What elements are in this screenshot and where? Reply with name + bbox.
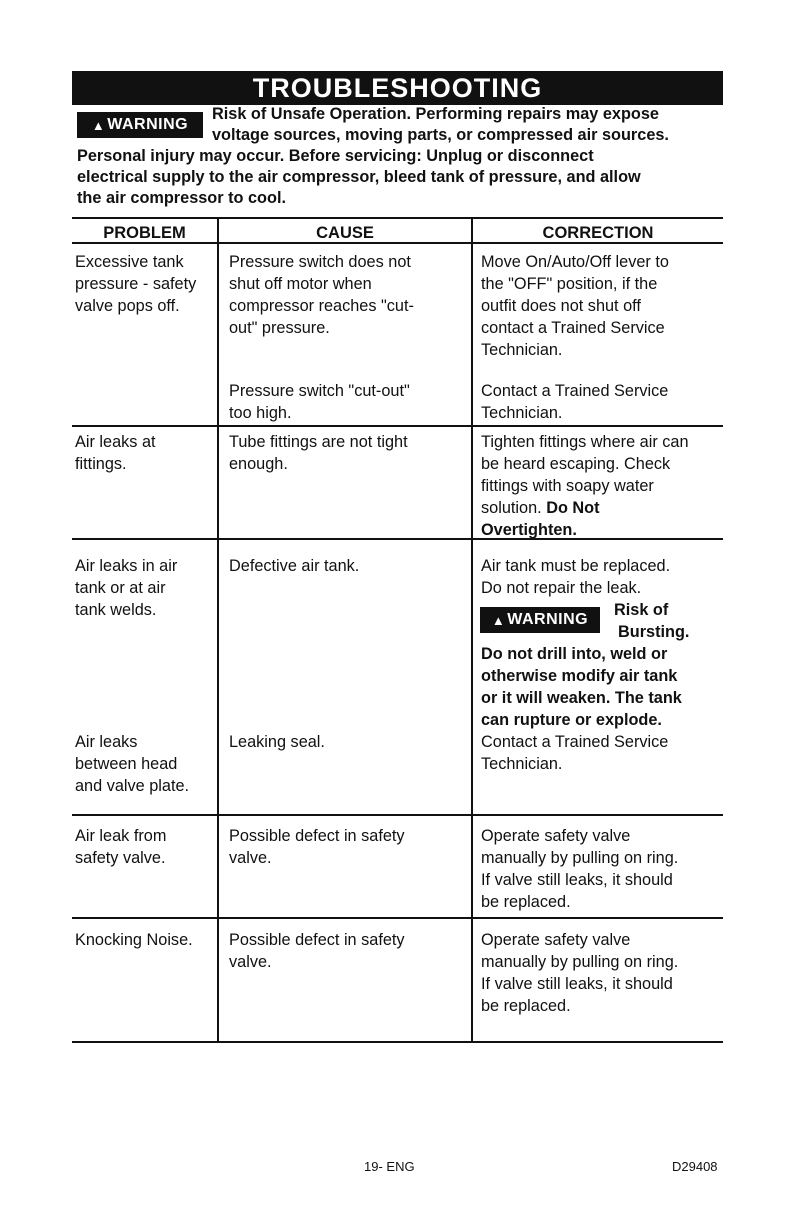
warning-text-line: Personal injury may occur. Before servicing: Unplug or disconnect: [77, 147, 594, 165]
warning-text-line: electrical supply to the air compressor, bleed tank of pressure, and allow: [77, 168, 641, 186]
header-correction: CORRECTION: [542, 224, 654, 242]
warning-badge: [77, 112, 203, 138]
problem-cell: Air leak from safety valve.: [75, 827, 167, 867]
page-number: 19- ENG: [364, 1159, 415, 1174]
header-cause: CAUSE: [316, 224, 374, 242]
cause-cell: Pressure switch "cut-out" too high.: [229, 382, 410, 422]
problem-cell: Air leaks in air tank or at air tank welds.: [75, 557, 178, 619]
cause-cell: Leaking seal.: [229, 733, 325, 751]
correction-cell: Contact a Trained Service Technician.: [481, 733, 669, 773]
correction-cell: Tighten fittings where air can be heard escaping. Check fittings with soapy water solution. Do Not Overtighten.: [481, 433, 689, 539]
column-divider: [217, 217, 219, 1043]
cause-cell: Possible defect in safety valve.: [229, 827, 405, 867]
cause-cell: Defective air tank.: [229, 557, 360, 575]
warning-text-line: Risk of Unsafe Operation. Performing repairs may expose: [212, 105, 659, 123]
correction-cell: Contact a Trained Service Technician.: [481, 382, 669, 422]
problem-cell: Air leaks between head and valve plate.: [75, 733, 190, 795]
row-divider: [72, 425, 723, 427]
correction-cell: Operate safety valve manually by pulling on ring. If valve still leaks, it should be replaced.: [481, 931, 679, 1015]
correction-cell: Operate safety valve manually by pulling on ring. If valve still leaks, it should be replaced.: [481, 827, 679, 911]
cause-cell: Possible defect in safety valve.: [229, 931, 405, 971]
row-divider: [72, 814, 723, 816]
warning-text-line: the air compressor to cool.: [77, 189, 286, 207]
document-code: D29408: [672, 1159, 718, 1174]
problem-cell: Air leaks at fittings.: [75, 433, 156, 473]
header-problem: PROBLEM: [103, 224, 186, 242]
column-divider: [471, 217, 473, 1043]
table-bottom-rule: [72, 1041, 723, 1043]
problem-cell: Excessive tank pressure - safety valve pops off.: [75, 253, 197, 315]
warning-badge-label: WARNING: [107, 116, 189, 133]
correction-bold-text: Do not drill into, weld or otherwise modify air tank or it will weaken. The tank can rupture or explode.: [481, 645, 682, 729]
table-top-rule: [72, 217, 723, 219]
correction-cell: Air tank must be replaced. Do not repair the leak.: [481, 557, 671, 597]
warning-badge: [480, 607, 600, 633]
correction-cell: Move On/Auto/Off lever to the "OFF" position, if the outfit does not shut off contact a Trained Service Technician.: [481, 253, 669, 359]
problem-cell: Knocking Noise.: [75, 931, 193, 949]
cause-cell: Tube fittings are not tight enough.: [229, 433, 408, 473]
warning-text-line: voltage sources, moving parts, or compressed air sources.: [212, 126, 669, 144]
warning-triangle-icon: ▲: [91, 117, 106, 133]
inline-warning-text: Risk of Bursting.: [614, 601, 690, 641]
warning-badge-label: WARNING: [507, 611, 589, 628]
page-title: TROUBLESHOOTING: [72, 71, 723, 105]
warning-triangle-icon: ▲: [491, 612, 506, 628]
cause-cell: Pressure switch does not shut off motor when compressor reaches "cut- out" pressure.: [229, 253, 414, 337]
row-divider: [72, 917, 723, 919]
